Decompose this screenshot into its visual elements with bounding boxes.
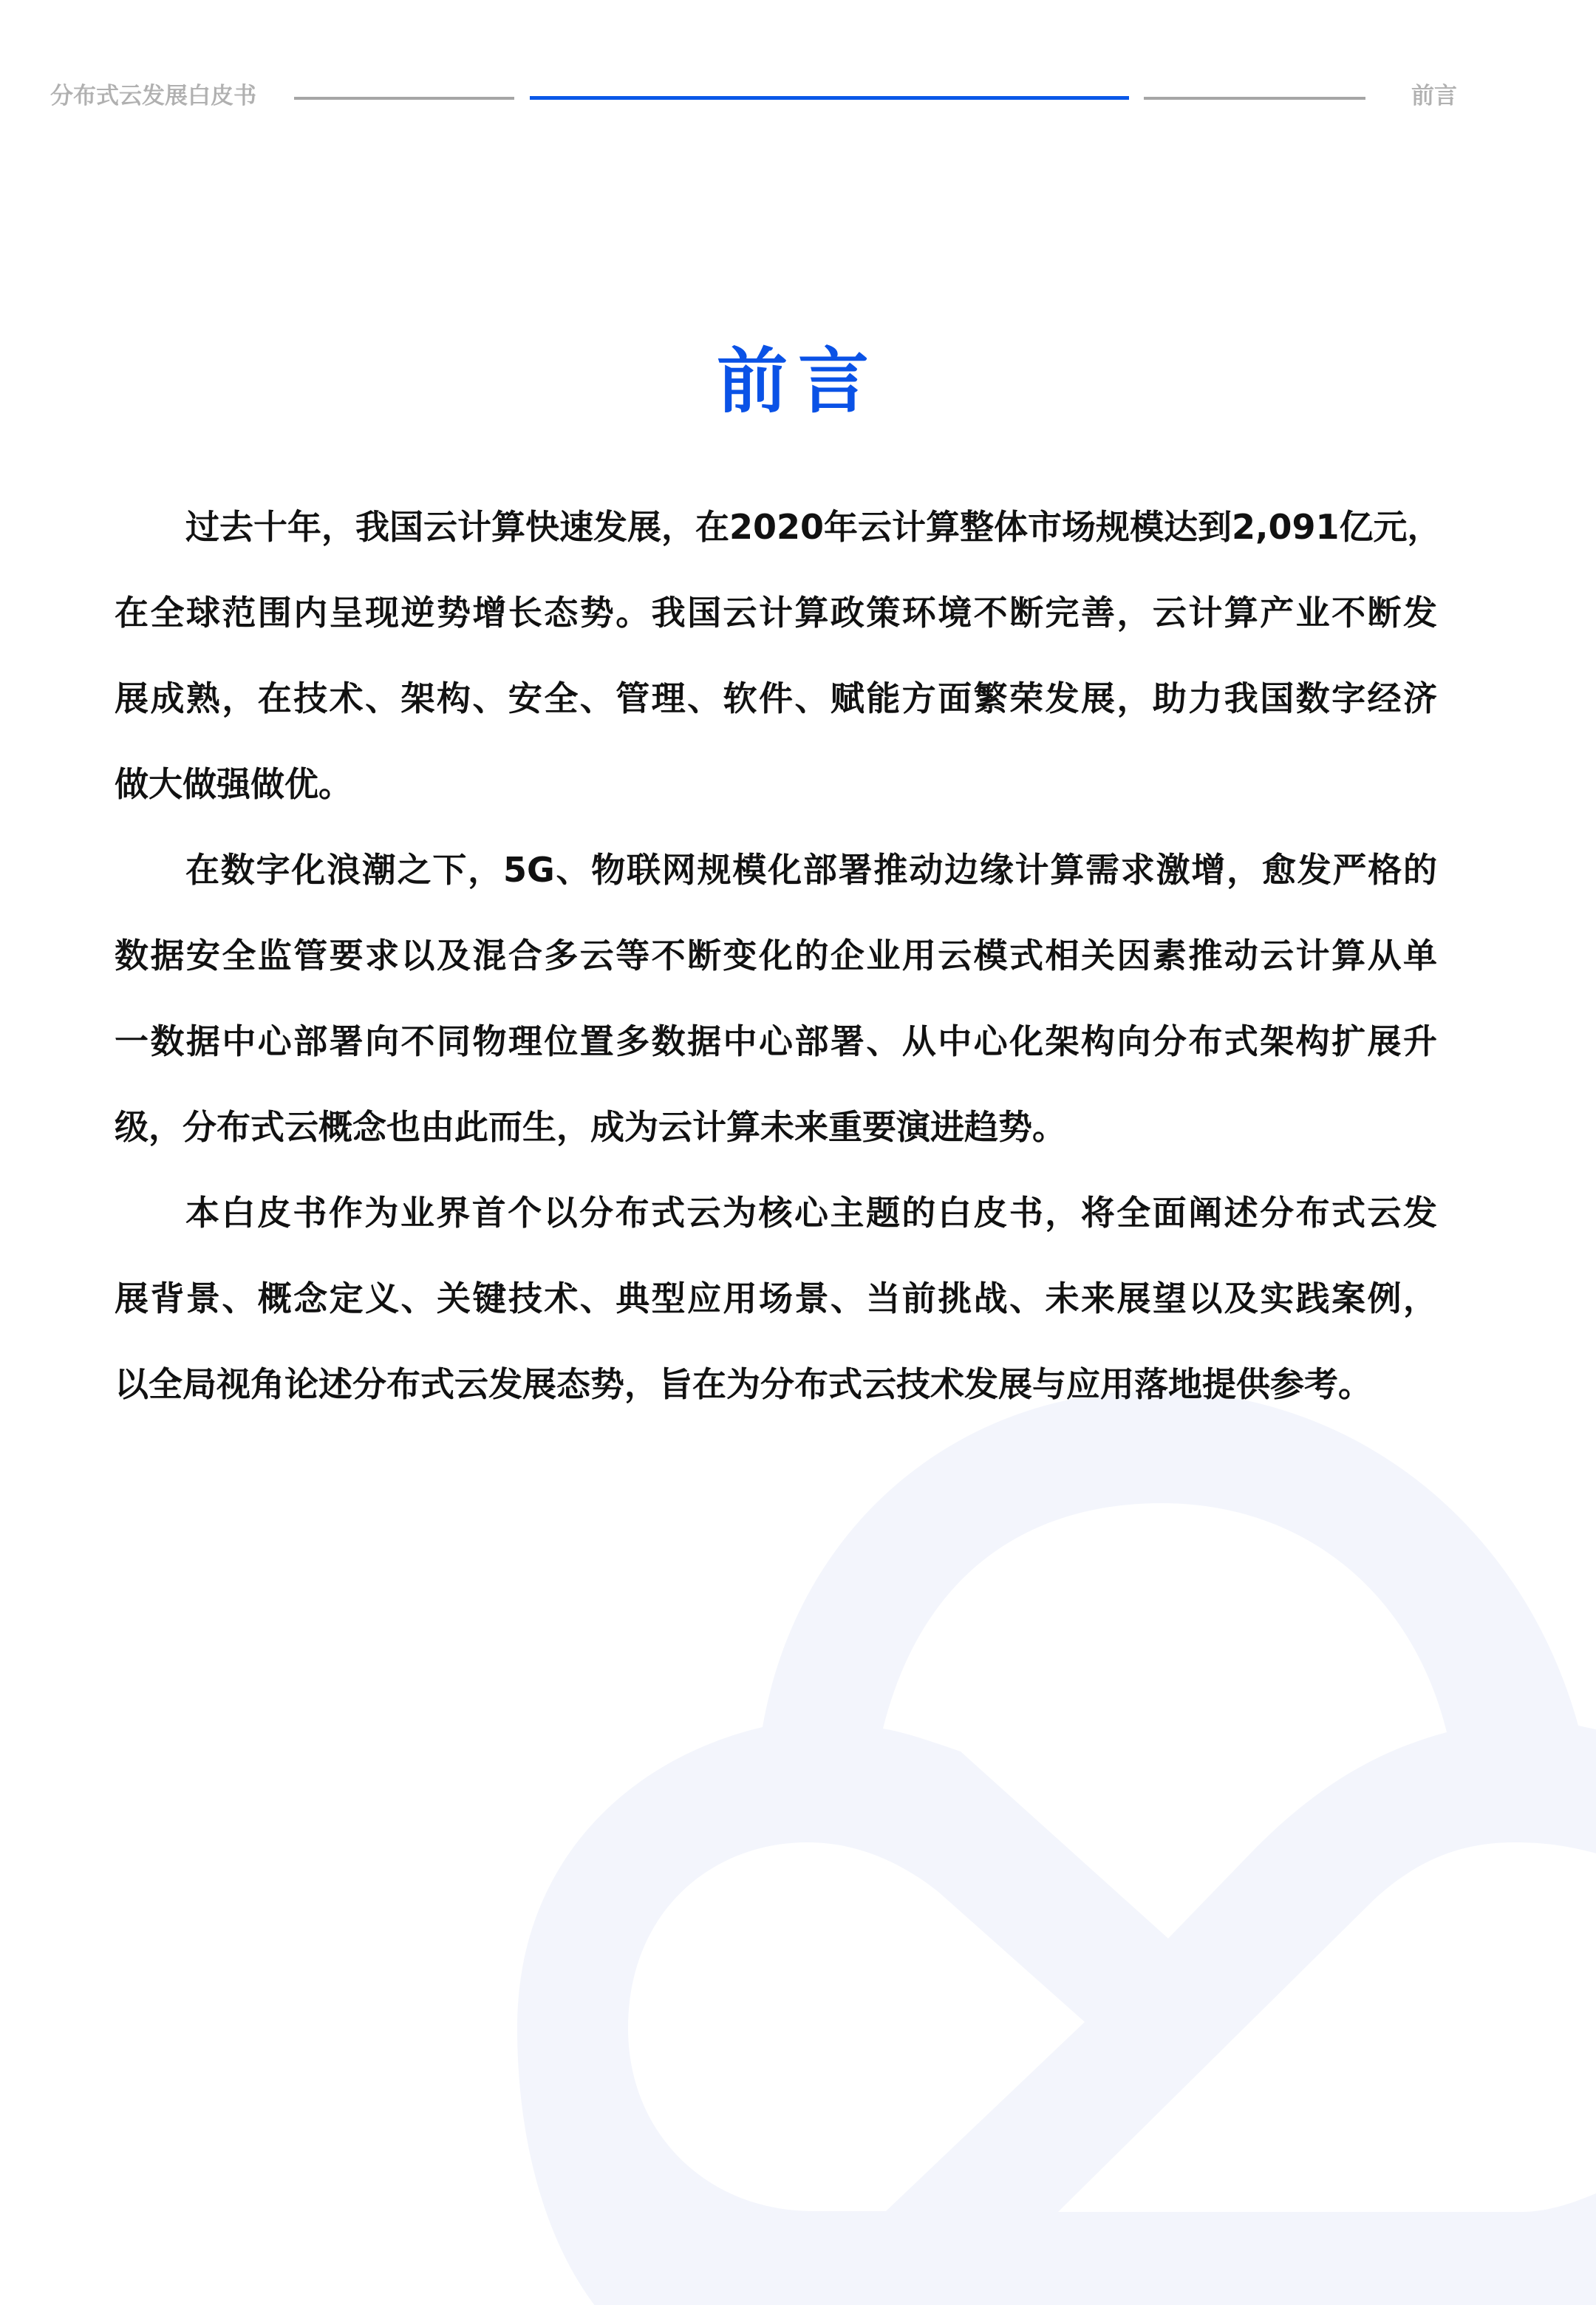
document-title: 分布式云发展白皮书 (50, 83, 256, 109)
text-line: 在数字化浪潮之下，5G、物联网规模化部署推动边缘计算需求激增，愈发严格的 (185, 850, 1437, 890)
paragraph-3 (115, 1170, 1437, 1427)
header-divider-left (294, 97, 514, 100)
text-line: 一数据中心部署向不同物理位置多数据中心部署、从中心化架构向分布式架构扩展升 (115, 1021, 1437, 1061)
text-line: 级，分布式云概念也由此而生，成为云计算未来重要演进趋势。 (115, 1107, 1066, 1147)
text-line: 本白皮书作为业界首个以分布式云为核心主题的白皮书，将全面阐述分布式云发 (185, 1193, 1437, 1233)
text-line: 以全局视角论述分布式云发展态势，旨在为分布式云技术发展与应用落地提供参考。 (115, 1364, 1372, 1404)
text-line: 在全球范围内呈现逆势增长态势。我国云计算政策环境不断完善，云计算产业不断发 (115, 593, 1437, 633)
preface-body (115, 484, 1442, 1427)
text-line: 数据安全监管要求以及混合多云等不断变化的企业用云模式相关因素推动云计算从单 (115, 936, 1437, 976)
text-line: 过去十年，我国云计算快速发展，在2020年云计算整体市场规模达到2,091亿元， (185, 507, 1442, 547)
page-title: 前言 (717, 340, 879, 423)
text-line: 展成熟，在技术、架构、安全、管理、软件、赋能方面繁荣发展，助力我国数字经济 (115, 678, 1437, 718)
section-name: 前言 (1411, 83, 1457, 109)
paragraph-2 (115, 827, 1437, 1170)
text-line: 做大做强做优。 (115, 764, 352, 804)
header-accent-bar (530, 96, 1129, 100)
header-divider-right (1144, 97, 1365, 100)
text-line: 展背景、概念定义、关键技术、典型应用场景、当前挑战、未来展望以及实践案例， (115, 1279, 1437, 1318)
running-header (0, 0, 1596, 133)
paragraph-1 (115, 484, 1442, 827)
